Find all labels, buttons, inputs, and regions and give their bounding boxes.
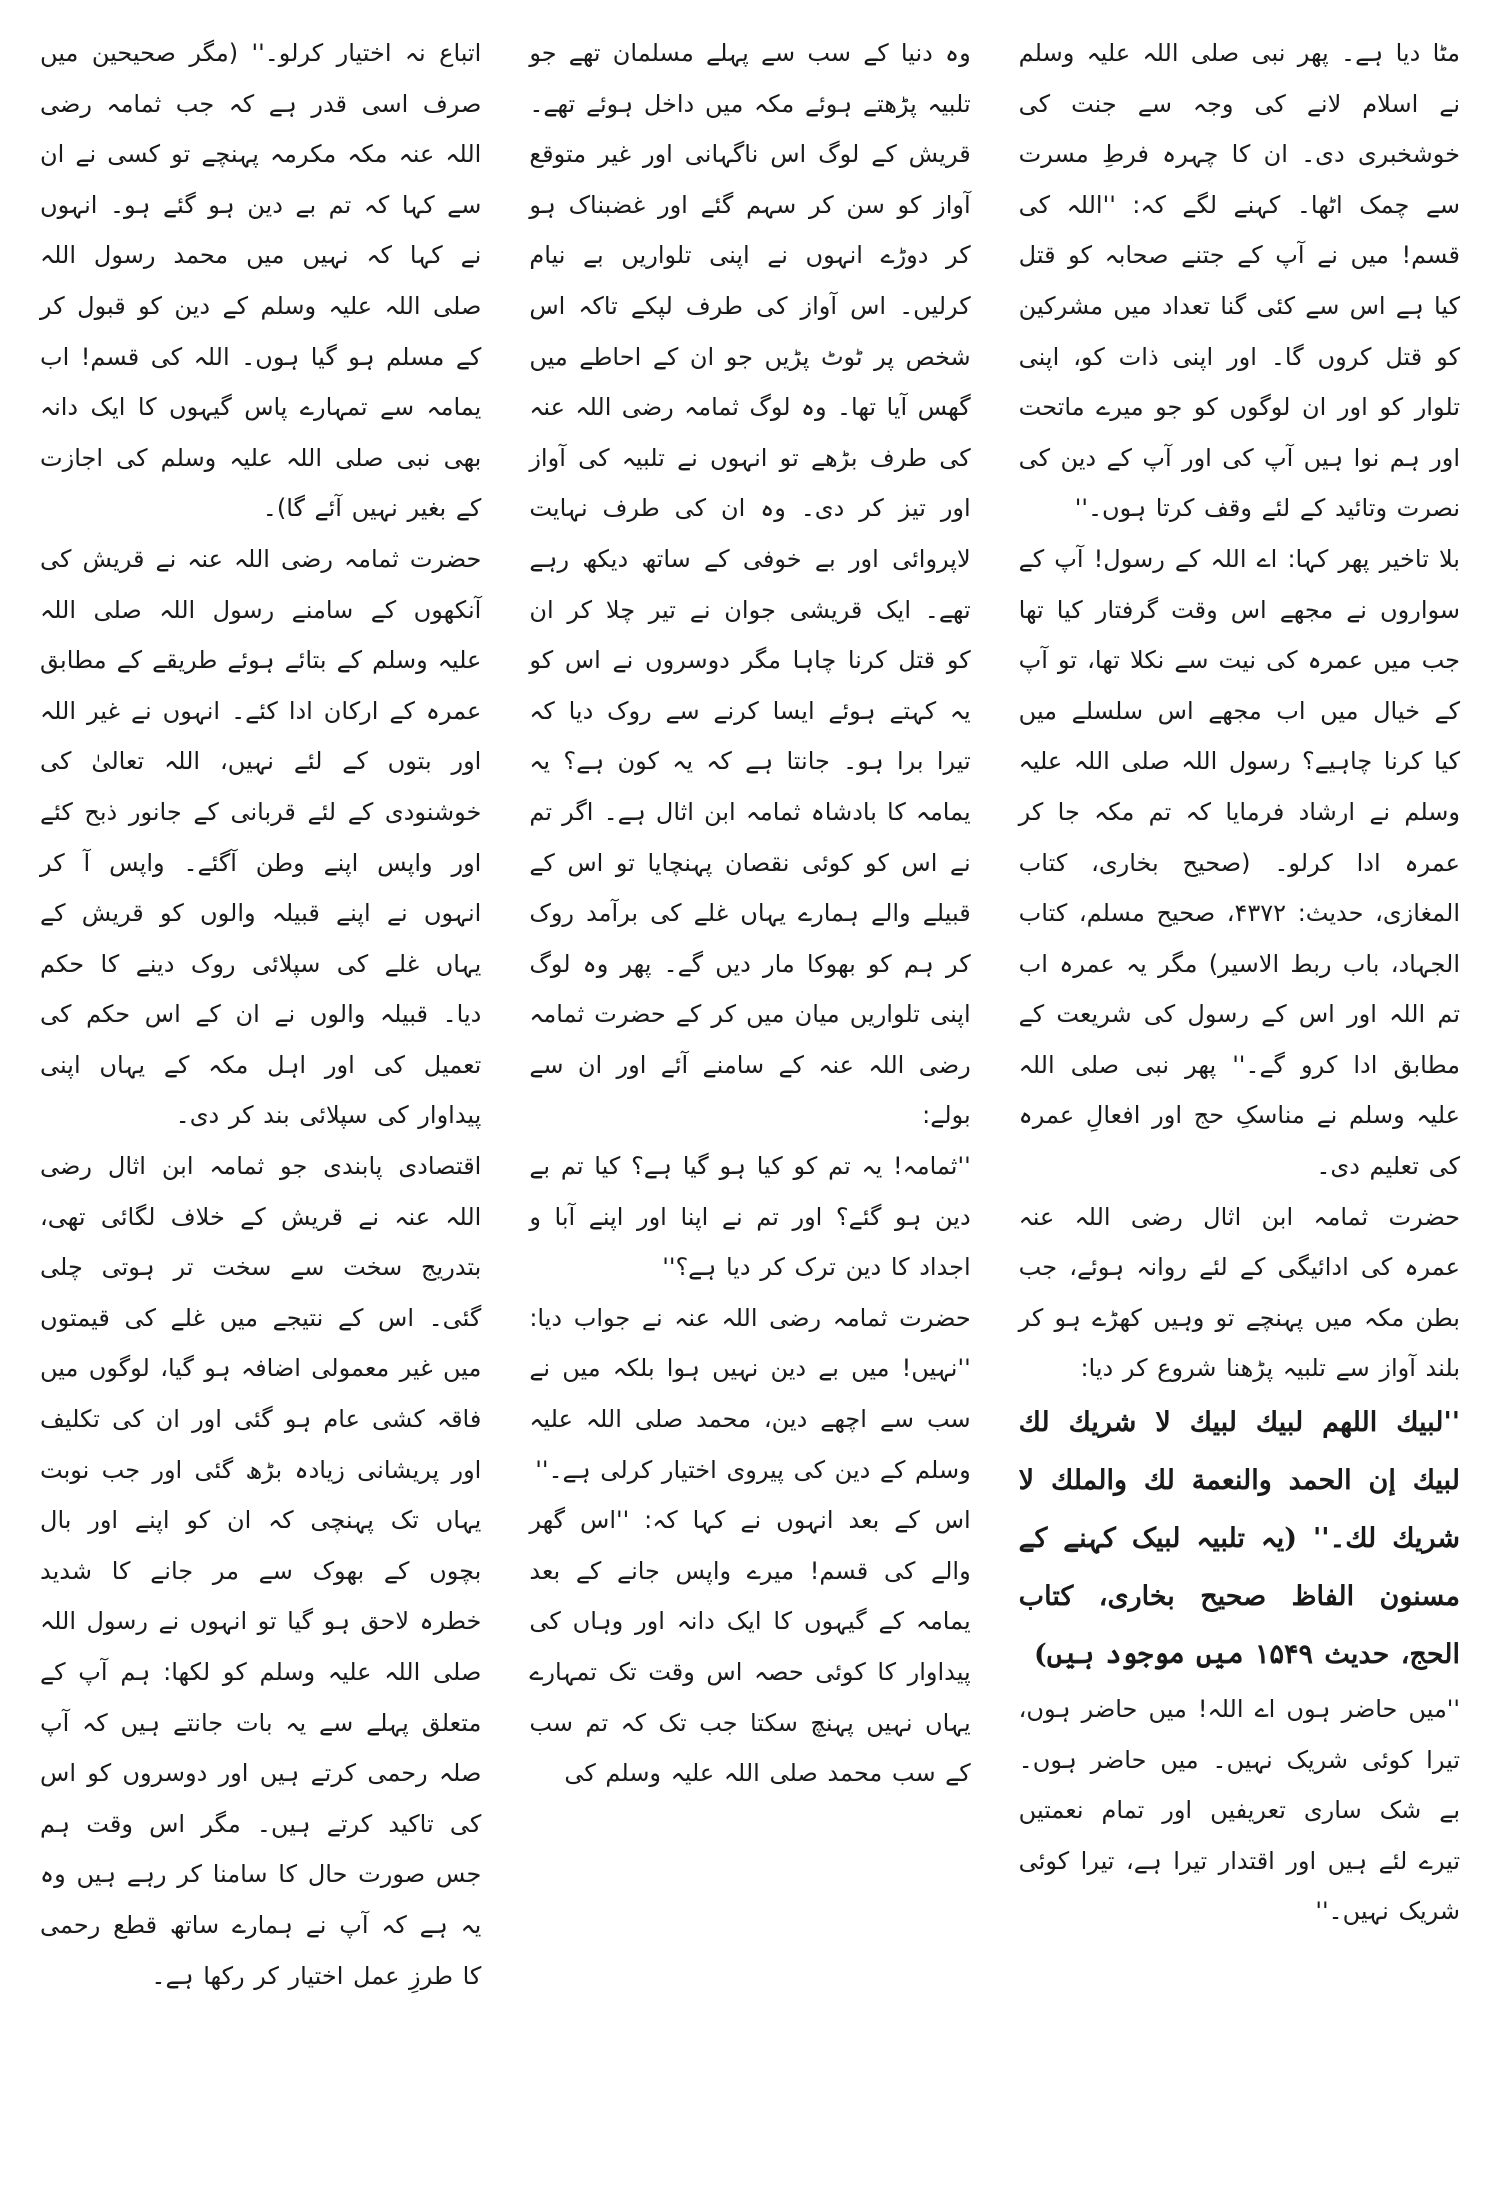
paragraph: حضرت ثمامہ ابن اثال رضی اللہ عنہ عمرہ کی ادائیگی کے لئے روانہ ہوئے، جب بطن مکہ میں پہنچے تو وہیں کھڑے ہو کر بلند آواز سے تلبیہ پڑھنا شروع کر دیا: (1018, 1202, 1460, 1383)
paragraph: ''میں حاضر ہوں اے اللہ! میں حاضر ہوں، تیرا کوئی شریک نہیں۔ میں حاضر ہوں۔ بے شک ساری تعریفیں اور تمام نعمتیں تیرے لئے ہیں اور اقتدار تیرا ہے، تیرا کوئی شریک نہیں۔'' (1018, 1695, 1460, 1926)
paragraph: اس کے بعد انہوں نے کہا کہ: ''اس گھر والے کی قسم! میرے واپس جانے کے بعد یمامہ کے گیہوں کا ایک دانہ اور وہاں کی پیداوار کا کوئی حصہ اس وقت تک تمہارے یہاں نہیں پہنچ سکتا جب تک کہ تم سب کے سب محمد صلی اللہ علیہ وسلم کی (529, 1506, 971, 1788)
paragraph: حضرت ثمامہ رضی اللہ عنہ نے جواب دیا: ''نہیں! میں بے دین نہیں ہوا بلکہ میں نے سب سے اچھے دین، محمد صلی اللہ علیہ وسلم کے دین کی پیروی اختیار کرلی ہے۔'' (529, 1303, 971, 1484)
paragraph: مٹا دیا ہے۔ پھر نبی صلی اللہ علیہ وسلم نے اسلام لانے کی وجہ سے جنت کی خوشخبری دی۔ ان کا چہرہ فرطِ مسرت سے چمک اٹھا۔ کہنے لگے کہ: ''اللہ کی قسم! میں نے آپ کے جتنے صحابہ کو قتل کیا ہے اس سے کئی گنا تعداد میں مشرکین کو قتل کروں گا۔ اور اپنی ذات کو، اپنی تلوار کو اور ان لوگوں کو جو میرے ماتحت اور ہم نوا ہیں آپ کی اور آپ کے دین کی نصرت وتائید کے لئے وقف کرتا ہوں۔'' (1018, 39, 1460, 523)
talbiyah-arabic-text: ''لبيك اللهم لبيك لبيك لا شريك لك لبيك إن الحمد والنعمة لك والملك لا شريك لك۔'' (یہ تلبیہ لبیک کہنے کے مسنون الفاظ صحیح بخاری، کتاب الحج، حدیث ۱۵۴۹ میں موجود ہیں) (1018, 1407, 1460, 1671)
paragraph: حضرت ثمامہ رضی اللہ عنہ نے قریش کی آنکھوں کے سامنے رسول اللہ صلی اللہ علیہ وسلم کے بتائے ہوئے طریقے کے مطابق عمرہ کے ارکان ادا کئے۔ انہوں نے غیر اللہ اور بتوں کے لئے نہیں، اللہ تعالیٰ کی خوشنودی کے لئے قربانی کے جانور ذبح کئے اور واپس اپنے وطن آگئے۔ واپس آ کر انہوں نے اپنے قبیلہ والوں کو قریش کے یہاں غلے کی سپلائی روک دینے کا حکم دیا۔ قبیلہ والوں نے ان کے اس حکم کی تعمیل کی اور اہل مکہ کے یہاں اپنی پیداوار کی سپلائی بند کر دی۔ (40, 544, 482, 1130)
paragraph: وہ دنیا کے سب سے پہلے مسلمان تھے جو تلبیہ پڑھتے ہوئے مکہ میں داخل ہوئے تھے۔ قریش کے لوگ اس ناگہانی اور غیر متوقع آواز کو سن کر سہم گئے اور غضبناک ہو کر دوڑے انہوں نے اپنی تلواریں بے نیام کرلیں۔ اس آواز کی طرف لپکے تاکہ اس شخص پر ٹوٹ پڑیں جو ان کے احاطے میں گھس آیا تھا۔ وہ لوگ ثمامہ رضی اللہ عنہ کی طرف بڑھے تو انہوں نے تلبیہ کی آواز اور تیز کر دی۔ وہ ان کی طرف نہایت لاپروائی اور بے خوفی کے ساتھ دیکھ رہے تھے۔ ایک قریشی جوان نے تیر چلا کر ان کو قتل کرنا چاہا مگر دوسروں نے اس کو یہ کہتے ہوئے ایسا کرنے سے روک دیا کہ تیرا برا ہو۔ جانتا ہے کہ یہ کون ہے؟ یہ یمامہ کا بادشاہ ثمامہ ابن اثال ہے۔ اگر تم نے اس کو کوئی نقصان پہنچایا تو اس کے قبیلے والے ہمارے یہاں غلے کی برآمد روک کر ہم کو بھوکا مار دیں گے۔ پھر وہ لوگ اپنی تلواریں میان میں کر کے حضرت ثمامہ رضی اللہ عنہ کے سامنے آئے اور ان سے بولے: (529, 39, 971, 1130)
text-column-left (40, 28, 481, 2180)
paragraph: بلا تاخیر پھر کہا: اے اللہ کے رسول! آپ کے سواروں نے مجھے اس وقت گرفتار کیا تھا جب میں عمرہ کی نیت سے نکلا تھا، تو آپ کے خیال میں اب مجھے اس سلسلے میں کیا کرنا چاہیے؟ رسول اللہ صلی اللہ علیہ وسلم نے ارشاد فرمایا کہ تم مکہ جا کر عمرہ ادا کرلو۔ (صحیح بخاری، کتاب المغازی، حدیث: ۴۳۷۲، صحیح مسلم، کتاب الجہاد، باب ربط الاسیر) مگر یہ عمرہ اب تم اللہ اور اس کے رسول کی شریعت کے مطابق ادا کرو گے۔'' پھر نبی صلی اللہ علیہ وسلم نے مناسکِ حج اور افعالِ عمرہ کی تعلیم دی۔ (1018, 544, 1461, 1181)
paragraph: ''ثمامہ! یہ تم کو کیا ہو گیا ہے؟ کیا تم بے دین ہو گئے؟ اور تم نے اپنا اور اپنے آبا و اجداد کا دین ترک کر دیا ہے؟'' (529, 1152, 971, 1282)
paragraph: اتباع نہ اختیار کرلو۔'' (مگر صحیحین میں صرف اسی قدر ہے کہ جب ثمامہ رضی اللہ عنہ مکہ مکرمہ پہنچے تو کسی نے ان سے کہا کہ تم بے دین ہو گئے ہو۔ انہوں نے کہا کہ نہیں میں محمد رسول اللہ صلی اللہ علیہ وسلم کے دین کو قبول کر کے مسلم ہو گیا ہوں۔ اللہ کی قسم! اب یمامہ سے تمہارے پاس گیہوں کا ایک دانہ بھی نبی صلی اللہ علیہ وسلم کی اجازت کے بغیر نہیں آئے گا)۔ (40, 39, 482, 523)
text-column-middle (529, 28, 970, 2180)
paragraph: اقتصادی پابندی جو ثمامہ ابن اثال رضی اللہ عنہ نے قریش کے خلاف لگائی تھی، بتدریج سخت سے سخت تر ہوتی چلی گئی۔ اس کے نتیجے میں غلے کی قیمتوں میں غیر معمولی اضافہ ہو گیا، لوگوں میں فاقہ کشی عام ہو گئی اور ان کی تکلیف اور پریشانی زیادہ بڑھ گئی اور جب نوبت یہاں تک پہنچی کہ ان کو اپنے اور بال بچوں کے بھوک سے مر جانے کا شدید خطرہ لاحق ہو گیا تو انہوں نے رسول اللہ صلی اللہ علیہ وسلم کو لکھا: ہم آپ کے متعلق پہلے سے یہ بات جانتے ہیں کہ آپ صلہ رحمی کرتے ہیں اور دوسروں کو اس کی تاکید کرتے ہیں۔ مگر اس وقت ہم جس صورت حال کا سامنا کر رہے ہیں وہ یہ ہے کہ آپ نے ہمارے ساتھ قطع رحمی کا طرزِ عمل اختیار کر رکھا ہے۔ (40, 1152, 482, 1990)
text-column-right (1019, 28, 1460, 2180)
